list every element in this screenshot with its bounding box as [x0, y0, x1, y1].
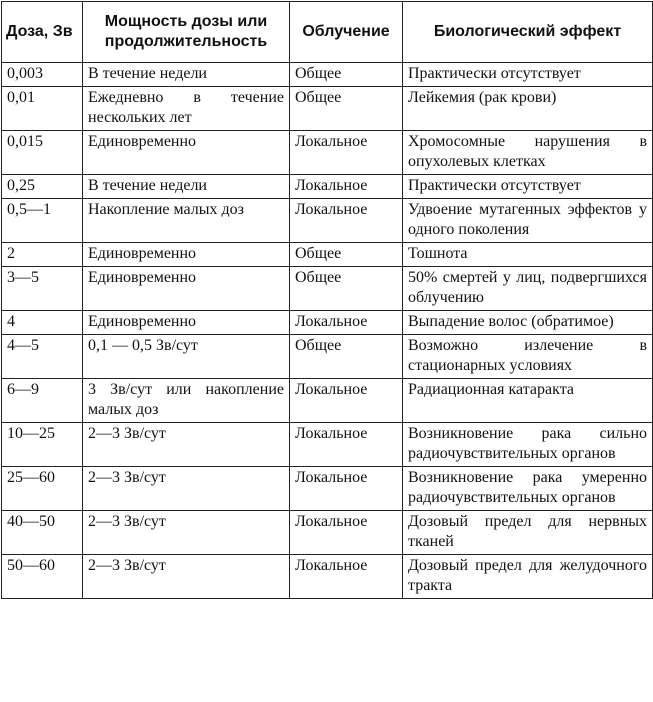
header-exposure: Облучение — [290, 2, 403, 63]
cell-effect: Практически отсутствует — [403, 63, 653, 87]
table-row — [2, 467, 653, 511]
cell-rate: 2—3 Зв/сут — [83, 511, 290, 555]
cell-exposure: Общее — [290, 243, 403, 267]
cell-rate: 2—3 Зв/сут — [83, 423, 290, 467]
cell-effect: Дозовый предел для нервных тканей — [403, 511, 653, 555]
cell-rate: Единовременно — [83, 267, 290, 311]
table-row — [2, 423, 653, 467]
table-row — [2, 335, 653, 379]
cell-dose: 0,5—1 — [2, 199, 83, 243]
cell-effect: Радиационная катаракта — [403, 379, 653, 423]
cell-exposure: Общее — [290, 63, 403, 87]
cell-exposure: Локальное — [290, 311, 403, 335]
table-row — [2, 87, 653, 131]
cell-dose: 2 — [2, 243, 83, 267]
cell-effect: 50% смертей у лиц, подвергшихся облучению — [403, 267, 653, 311]
table-row — [2, 311, 653, 335]
cell-dose: 40—50 — [2, 511, 83, 555]
cell-effect: Дозовый предел для желудочного тракта — [403, 555, 653, 599]
cell-dose: 4 — [2, 311, 83, 335]
cell-exposure: Локальное — [290, 511, 403, 555]
table-body — [2, 63, 653, 599]
cell-dose: 0,015 — [2, 131, 83, 175]
cell-effect: Возникновение рака умеренно радиочувствительных органов — [403, 467, 653, 511]
cell-dose: 3—5 — [2, 267, 83, 311]
cell-effect: Удвоение мутагенных эффектов у одного поколения — [403, 199, 653, 243]
cell-exposure: Общее — [290, 335, 403, 379]
cell-exposure: Локальное — [290, 467, 403, 511]
table-row — [2, 199, 653, 243]
table-row — [2, 555, 653, 599]
cell-effect: Возникновение рака сильно радиочувствительных органов — [403, 423, 653, 467]
cell-effect: Лейкемия (рак крови) — [403, 87, 653, 131]
cell-rate: 2—3 Зв/сут — [83, 467, 290, 511]
cell-exposure: Локальное — [290, 199, 403, 243]
table-row — [2, 243, 653, 267]
cell-dose: 50—60 — [2, 555, 83, 599]
cell-rate: Накопление малых доз — [83, 199, 290, 243]
header-dose: Доза, Зв — [2, 2, 83, 63]
cell-exposure: Общее — [290, 267, 403, 311]
table-header — [2, 2, 653, 63]
cell-rate: В течение недели — [83, 175, 290, 199]
cell-rate: 2—3 Зв/сут — [83, 555, 290, 599]
table-row — [2, 379, 653, 423]
cell-dose: 4—5 — [2, 335, 83, 379]
cell-dose: 0,003 — [2, 63, 83, 87]
radiation-effects-table — [1, 1, 653, 599]
cell-dose: 6—9 — [2, 379, 83, 423]
cell-effect: Хромосомные нарушения в опухолевых клетках — [403, 131, 653, 175]
cell-rate: В течение недели — [83, 63, 290, 87]
cell-rate: Единовременно — [83, 243, 290, 267]
header-rate: Мощность дозы или продолжительность — [83, 2, 290, 63]
cell-exposure: Общее — [290, 87, 403, 131]
table-row — [2, 175, 653, 199]
header-row — [2, 2, 653, 63]
cell-exposure: Локальное — [290, 379, 403, 423]
cell-dose: 0,01 — [2, 87, 83, 131]
table-row — [2, 131, 653, 175]
header-effect: Биологический эффект — [403, 2, 653, 63]
cell-dose: 0,25 — [2, 175, 83, 199]
cell-rate: 3 Зв/сут или накопление малых доз — [83, 379, 290, 423]
cell-effect: Тошнота — [403, 243, 653, 267]
cell-exposure: Локальное — [290, 555, 403, 599]
table-row — [2, 267, 653, 311]
cell-rate: Ежедневно в течение нескольких лет — [83, 87, 290, 131]
cell-dose: 25—60 — [2, 467, 83, 511]
cell-exposure: Локальное — [290, 131, 403, 175]
table-row — [2, 63, 653, 87]
cell-effect: Выпадение волос (обратимое) — [403, 311, 653, 335]
cell-rate: Единовременно — [83, 131, 290, 175]
cell-dose: 10—25 — [2, 423, 83, 467]
cell-rate: 0,1 — 0,5 Зв/сут — [83, 335, 290, 379]
cell-exposure: Локальное — [290, 175, 403, 199]
cell-effect: Возможно излечение в стационарных условиях — [403, 335, 653, 379]
cell-exposure: Локальное — [290, 423, 403, 467]
cell-rate: Единовременно — [83, 311, 290, 335]
table-row — [2, 511, 653, 555]
cell-effect: Практически отсутствует — [403, 175, 653, 199]
